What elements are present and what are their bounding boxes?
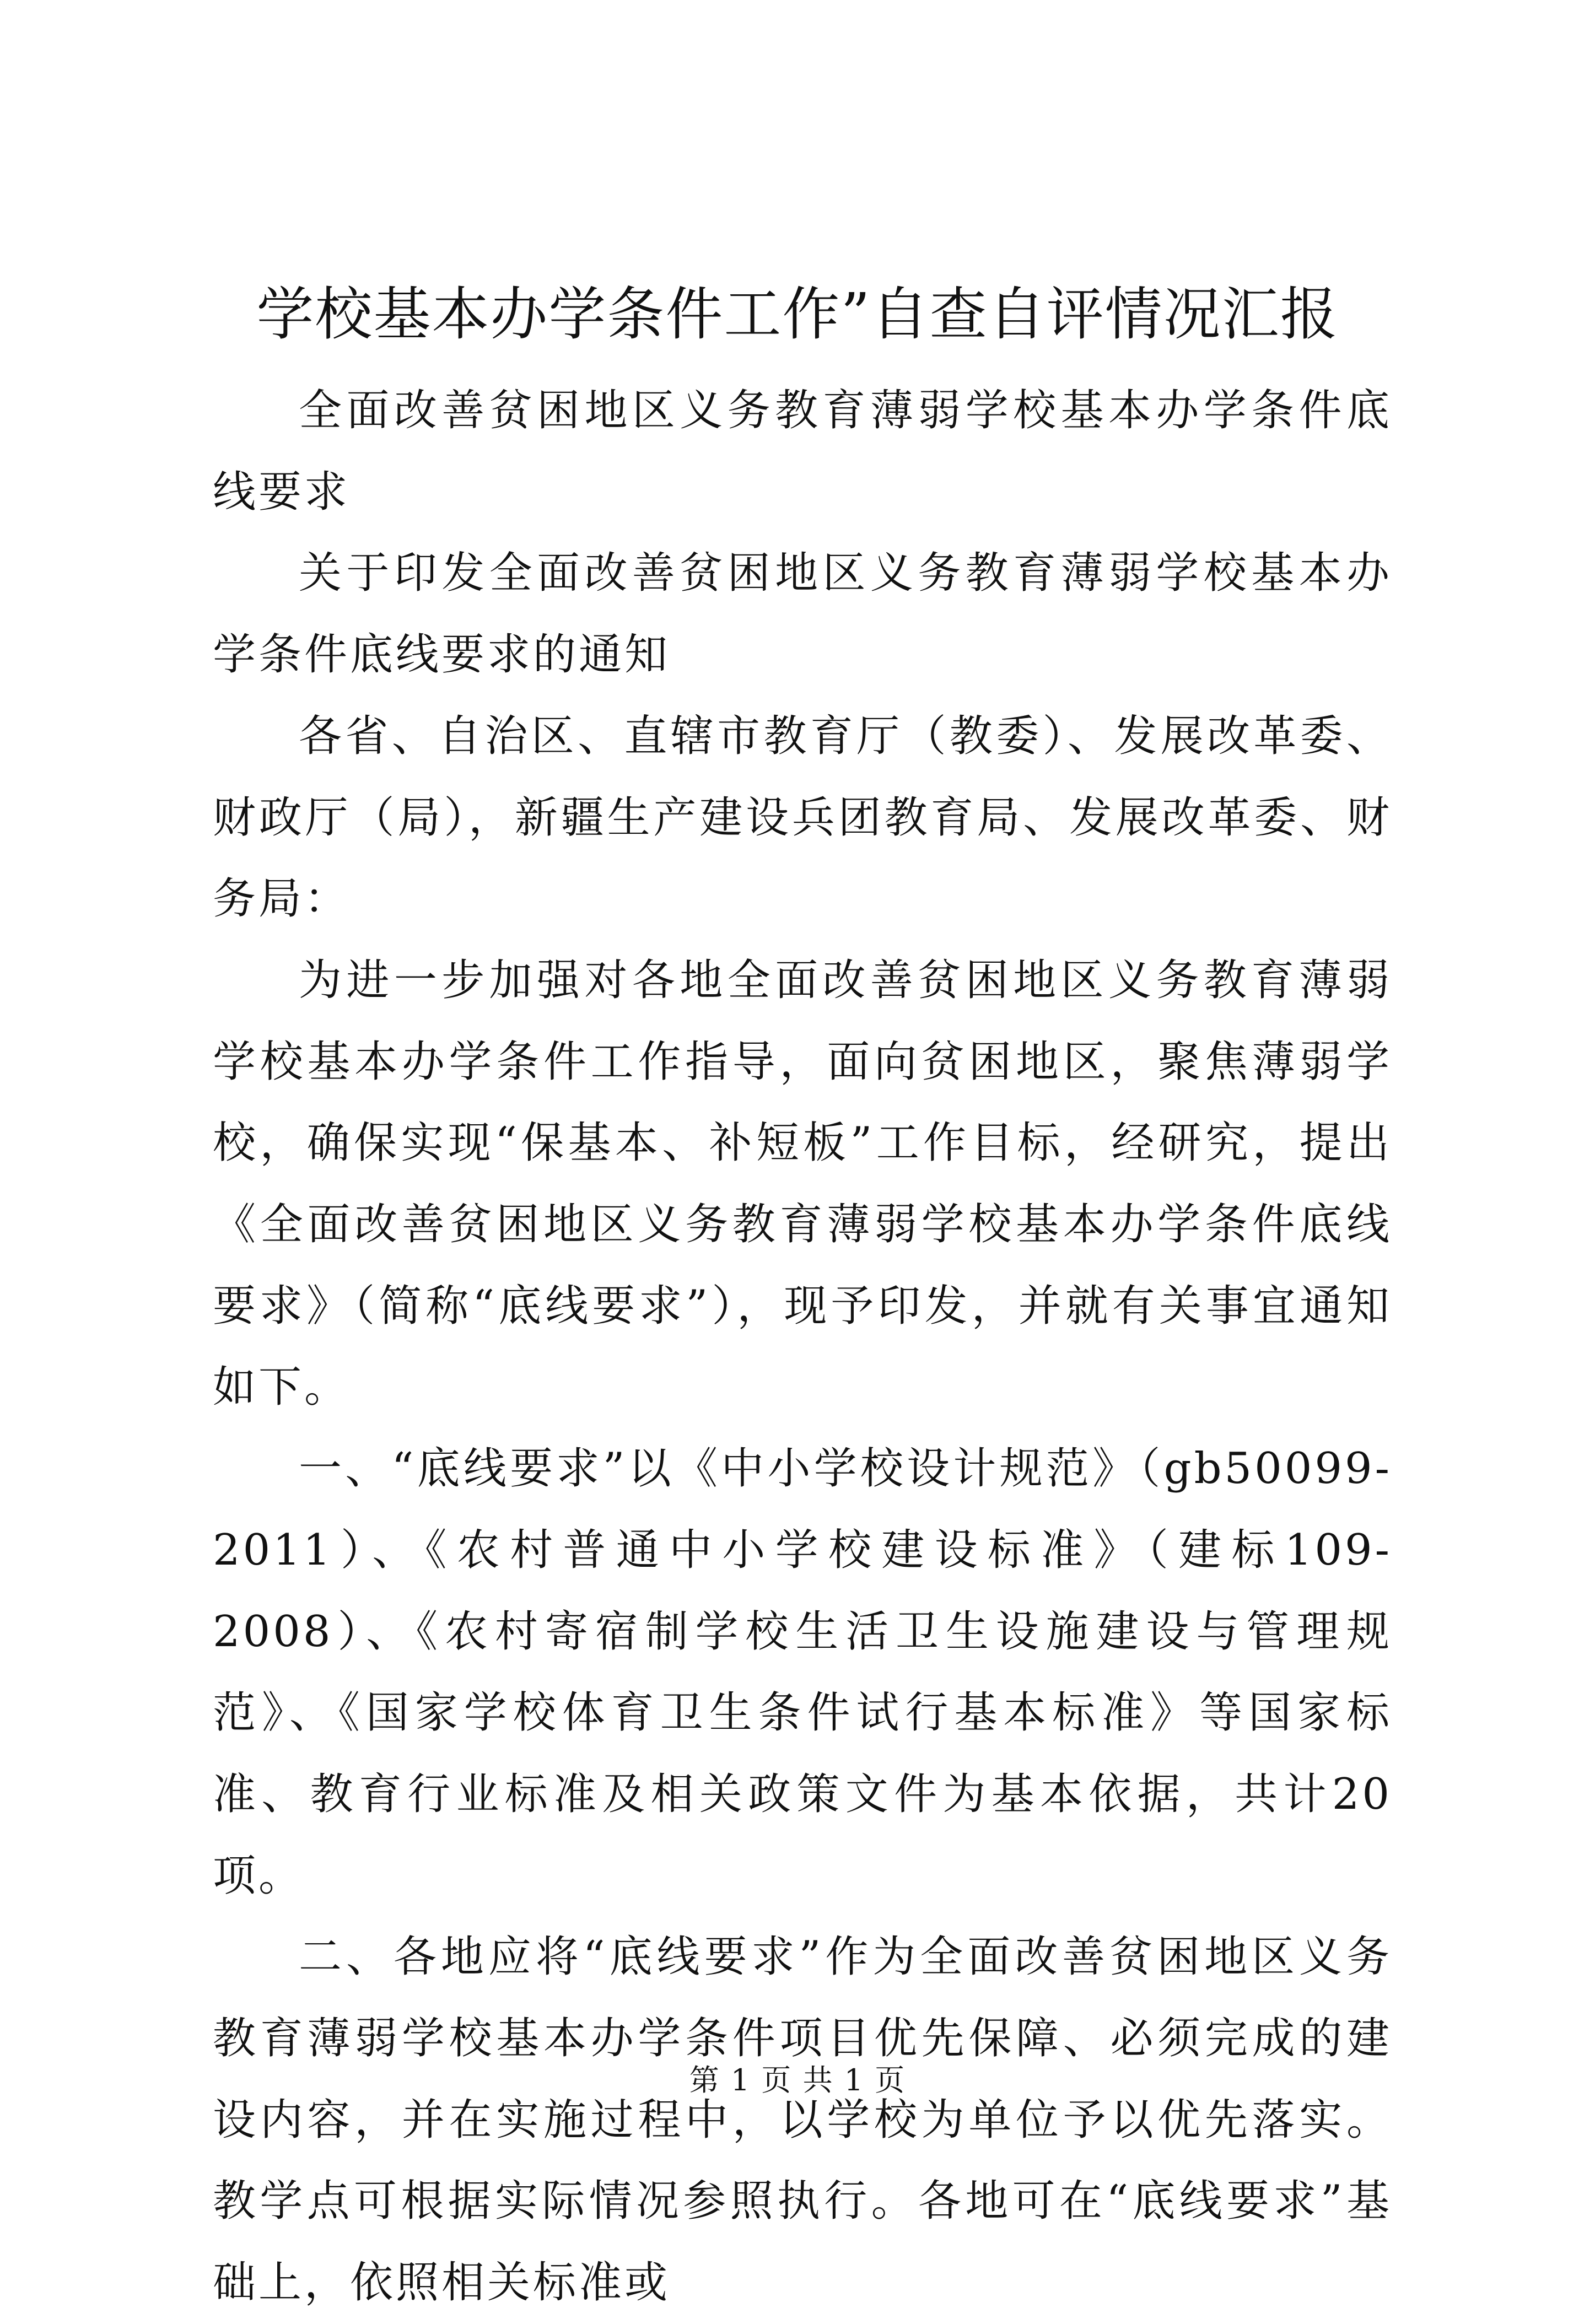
document-title: 学校基本办学条件工作”自查自评情况汇报 bbox=[256, 281, 1339, 348]
paragraph-2: 关于印发全面改善贫困地区义务教育薄弱学校基本办学条件底线要求的通知 bbox=[213, 548, 1392, 680]
paragraph-1: 全面改善贫困地区义务教育薄弱学校基本办学条件底线要求 bbox=[213, 386, 1392, 517]
paragraph-5: 一、“底线要求”以《中小学校设计规范》（gb50099-2011）、《农村普通中小学校建设标准》（建标109-2008）、《农村寄宿制学校生活卫生设施建设与管理规范》、《国家学校体育卫生条件试行基本标准》等国家标准、教育行业标准及相关政策文件为基本依据，共计20项。 bbox=[213, 1444, 1392, 1901]
page-footer: 第 1 页 共 1 页 bbox=[689, 2063, 906, 2097]
paragraph-6: 二、各地应将“底线要求”作为全面改善贫困地区义务教育薄弱学校基本办学条件项目优先保障、必须完成的建设内容，并在实施过程中，以学校为单位予以优先落实。教学点可根据实际情况参照执行。各地可在“底线要求”基础上，依照相关标准或 bbox=[213, 1932, 1392, 2308]
document-body bbox=[213, 370, 1392, 2324]
paragraph-3: 各省、自治区、直辖市教育厅（教委）、发展改革委、财政厅（局），新疆生产建设兵团教育局、发展改革委、财务局： bbox=[213, 711, 1392, 924]
paragraph-4: 为进一步加强对各地全面改善贫困地区义务教育薄弱学校基本办学条件工作指导，面向贫困地区，聚焦薄弱学校，确保实现“保基本、补短板”工作目标，经研究，提出《全面改善贫困地区义务教育薄弱学校基本办学条件底线要求》（简称“底线要求”），现予印发，并就有关事宜通知如下。 bbox=[213, 955, 1392, 1412]
